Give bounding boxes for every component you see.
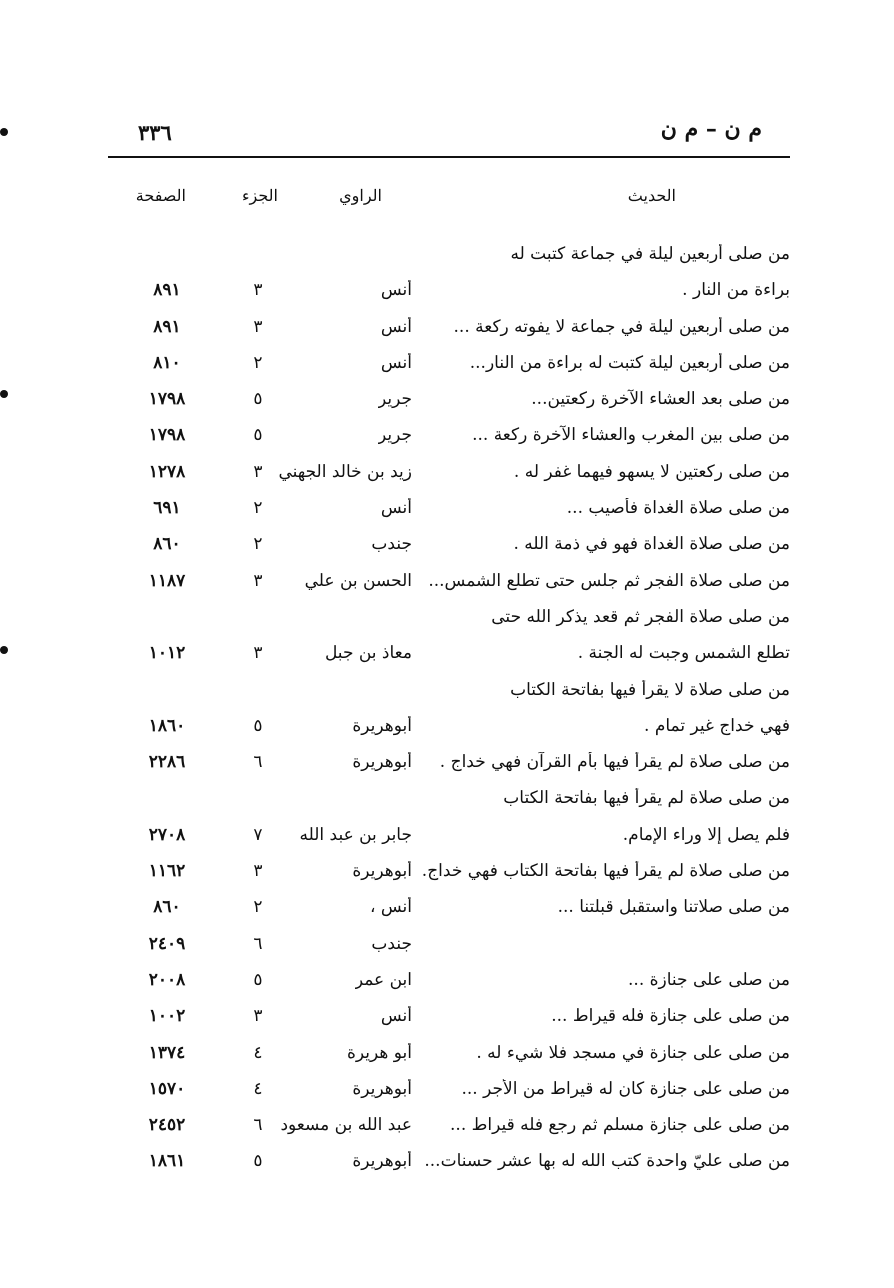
hadith-text: من صلى صلاة لا يقرأ فيها بفاتحة الكتاب <box>510 679 790 700</box>
header-rule <box>108 156 790 158</box>
table-row <box>0 821 894 857</box>
page-ref: ٢٤٠٩ <box>148 933 186 954</box>
table-row <box>0 748 894 784</box>
hadith-text: من صلى صلاة لم يقرأ فيها بأم القرآن فهي خداج . <box>439 752 790 773</box>
hadith-text: من صلى أربعين ليلة كتبت له براءة من النار... <box>469 352 790 373</box>
part-number: ٦ <box>253 933 263 954</box>
hadith-text: من صلى على جنازة كان له قيراط من الأجر ... <box>461 1078 790 1099</box>
part-number: ٦ <box>253 1115 263 1136</box>
table-row <box>0 603 894 639</box>
table-row <box>0 857 894 893</box>
column-header-page: الصفحة <box>135 186 186 205</box>
page-ref: ١١٦٢ <box>148 861 186 882</box>
part-number: ٣ <box>253 861 263 882</box>
narrator: جندب <box>371 534 412 555</box>
narrator: أبوهريرة <box>352 1078 412 1099</box>
hadith-text: من صلى صلاة لم يقرأ فيها بفاتحة الكتاب <box>503 788 790 809</box>
page-ref: ١٨٦١ <box>148 1151 186 1172</box>
page-ref: ٢٤٥٢ <box>148 1115 186 1136</box>
narrator: جابر بن عبد الله <box>299 824 412 845</box>
table-row <box>0 639 894 675</box>
part-number: ٣ <box>253 1006 263 1027</box>
narrator: أنس <box>380 498 412 519</box>
page-ref: ٦٩١ <box>153 498 181 519</box>
part-number: ٢ <box>253 897 263 918</box>
hadith-text: من صلى أربعين ليلة في جماعة لا يفوته ركعة ... <box>453 316 790 337</box>
narrator: جرير <box>378 425 412 446</box>
table-row <box>0 421 894 457</box>
hadith-text: فلم يصل إلا وراء الإمام. <box>622 824 790 845</box>
page-ref: ١٠١٢ <box>148 643 186 664</box>
table-row <box>0 458 894 494</box>
table-row <box>0 712 894 748</box>
narrator: جندب <box>371 933 412 954</box>
running-title: م ن – م ن <box>660 116 762 142</box>
column-header-narrator: الراوي <box>339 186 382 205</box>
table-row <box>0 676 894 712</box>
narrator: أبوهريرة <box>352 715 412 736</box>
page-ref: ١٢٧٨ <box>148 461 186 482</box>
hadith-text: فهي خداج غير تمام . <box>644 715 790 736</box>
narrator: أنس <box>380 1006 412 1027</box>
table-row <box>0 276 894 312</box>
hadith-text: من صلى صلاة الفجر ثم قعد يذكر الله حتى <box>491 606 790 627</box>
table-row <box>0 966 894 1002</box>
page-ref: ٨٩١ <box>153 280 181 301</box>
table-row <box>0 893 894 929</box>
narrator: أنس ، <box>369 897 412 918</box>
narrator: أبوهريرة <box>352 752 412 773</box>
part-number: ٥ <box>253 969 263 990</box>
table-row <box>0 784 894 820</box>
table-row <box>0 1147 894 1183</box>
hadith-text: من صلى صلاتنا واستقبل قبلتنا ... <box>557 897 790 918</box>
narrator: جرير <box>378 389 412 410</box>
page-ref: ١٠٠٢ <box>148 1006 186 1027</box>
table-row <box>0 1039 894 1075</box>
table-row <box>0 930 894 966</box>
hadith-text: من صلى ركعتين لا يسهو فيهما غفر له . <box>513 461 790 482</box>
hadith-text: من صلى صلاة لم يقرأ فيها بفاتحة الكتاب فهي خداج. <box>421 861 790 882</box>
table-row <box>0 313 894 349</box>
page-ref: ١٧٩٨ <box>148 425 186 446</box>
part-number: ٣ <box>253 316 263 337</box>
narrator: عبد الله بن مسعود <box>280 1115 412 1136</box>
table-row <box>0 530 894 566</box>
page-ref: ١٧٩٨ <box>148 389 186 410</box>
part-number: ٥ <box>253 425 263 446</box>
part-number: ٣ <box>253 643 263 664</box>
part-number: ٢ <box>253 498 263 519</box>
table-row <box>0 1075 894 1111</box>
margin-dot-1 <box>0 128 8 136</box>
page-ref: ١١٨٧ <box>148 570 186 591</box>
part-number: ٣ <box>253 461 263 482</box>
hadith-index-table <box>0 240 894 1184</box>
page-ref: ٢٠٠٨ <box>148 969 186 990</box>
hadith-text: براءة من النار . <box>682 280 790 301</box>
part-number: ٣ <box>253 280 263 301</box>
narrator: أبو هريرة <box>346 1042 412 1063</box>
hadith-text: من صلى أربعين ليلة في جماعة كتبت له <box>510 244 790 264</box>
narrator: أنس <box>380 280 412 301</box>
page-number: ٣٣٦ <box>138 120 172 145</box>
page-ref: ٨٦٠ <box>153 534 181 555</box>
narrator: ابن عمر <box>354 969 412 990</box>
part-number: ٢ <box>253 534 263 555</box>
page-ref: ٢٢٨٦ <box>148 752 186 773</box>
part-number: ٦ <box>253 752 263 773</box>
part-number: ٥ <box>253 1151 263 1172</box>
page-header <box>108 116 790 152</box>
part-number: ٧ <box>253 824 263 845</box>
narrator: زيد بن خالد الجهني <box>278 461 412 482</box>
page-ref: ١٥٧٠ <box>148 1078 186 1099</box>
hadith-text: من صلى صلاة الغداة فهو في ذمة الله . <box>513 534 790 555</box>
narrator: الحسن بن علي <box>304 570 412 591</box>
hadith-text: من صلى عليّ واحدة كتب الله له بها عشر حسنات... <box>424 1151 790 1172</box>
hadith-text: تطلع الشمس وجبت له الجنة . <box>577 643 790 664</box>
table-row <box>0 1111 894 1147</box>
hadith-text: من صلى على جنازة فله قيراط ... <box>551 1006 790 1027</box>
table-row <box>0 1002 894 1038</box>
column-header-hadith: الحديث <box>627 186 676 205</box>
part-number: ٥ <box>253 715 263 736</box>
narrator: أبوهريرة <box>352 1151 412 1172</box>
narrator: أنس <box>380 352 412 373</box>
table-row <box>0 349 894 385</box>
hadith-text: من صلى على جنازة مسلم ثم رجع فله قيراط ... <box>450 1115 790 1136</box>
page-ref: ٨٩١ <box>153 316 181 337</box>
page-ref: ١٣٧٤ <box>148 1042 186 1063</box>
hadith-text: من صلى صلاة الفجر ثم جلس حتى تطلع الشمس... <box>428 570 790 591</box>
table-row <box>0 385 894 421</box>
table-row <box>0 240 894 276</box>
hadith-text: من صلى بعد العشاء الآخرة ركعتين... <box>531 389 790 410</box>
part-number: ٤ <box>253 1078 263 1099</box>
table-row <box>0 494 894 530</box>
table-row <box>0 567 894 603</box>
part-number: ٥ <box>253 389 263 410</box>
page-ref: ٨٦٠ <box>153 897 181 918</box>
part-number: ٤ <box>253 1042 263 1063</box>
hadith-text: من صلى على جنازة في مسجد فلا شيء له . <box>476 1042 790 1063</box>
page-ref: ٨١٠ <box>153 352 181 373</box>
hadith-text: من صلى بين المغرب والعشاء الآخرة ركعة ... <box>472 425 790 446</box>
page-ref: ٢٧٠٨ <box>148 824 186 845</box>
page-ref: ١٨٦٠ <box>148 715 186 736</box>
column-header-part: الجزء <box>242 186 278 205</box>
part-number: ٣ <box>253 570 263 591</box>
narrator: معاذ بن جبل <box>324 643 412 664</box>
part-number: ٢ <box>253 352 263 373</box>
hadith-text: من صلى على جنازة ... <box>628 969 790 990</box>
hadith-text: من صلى صلاة الغداة فأصيب ... <box>566 498 790 519</box>
narrator: أبوهريرة <box>352 861 412 882</box>
narrator: أنس <box>380 316 412 337</box>
